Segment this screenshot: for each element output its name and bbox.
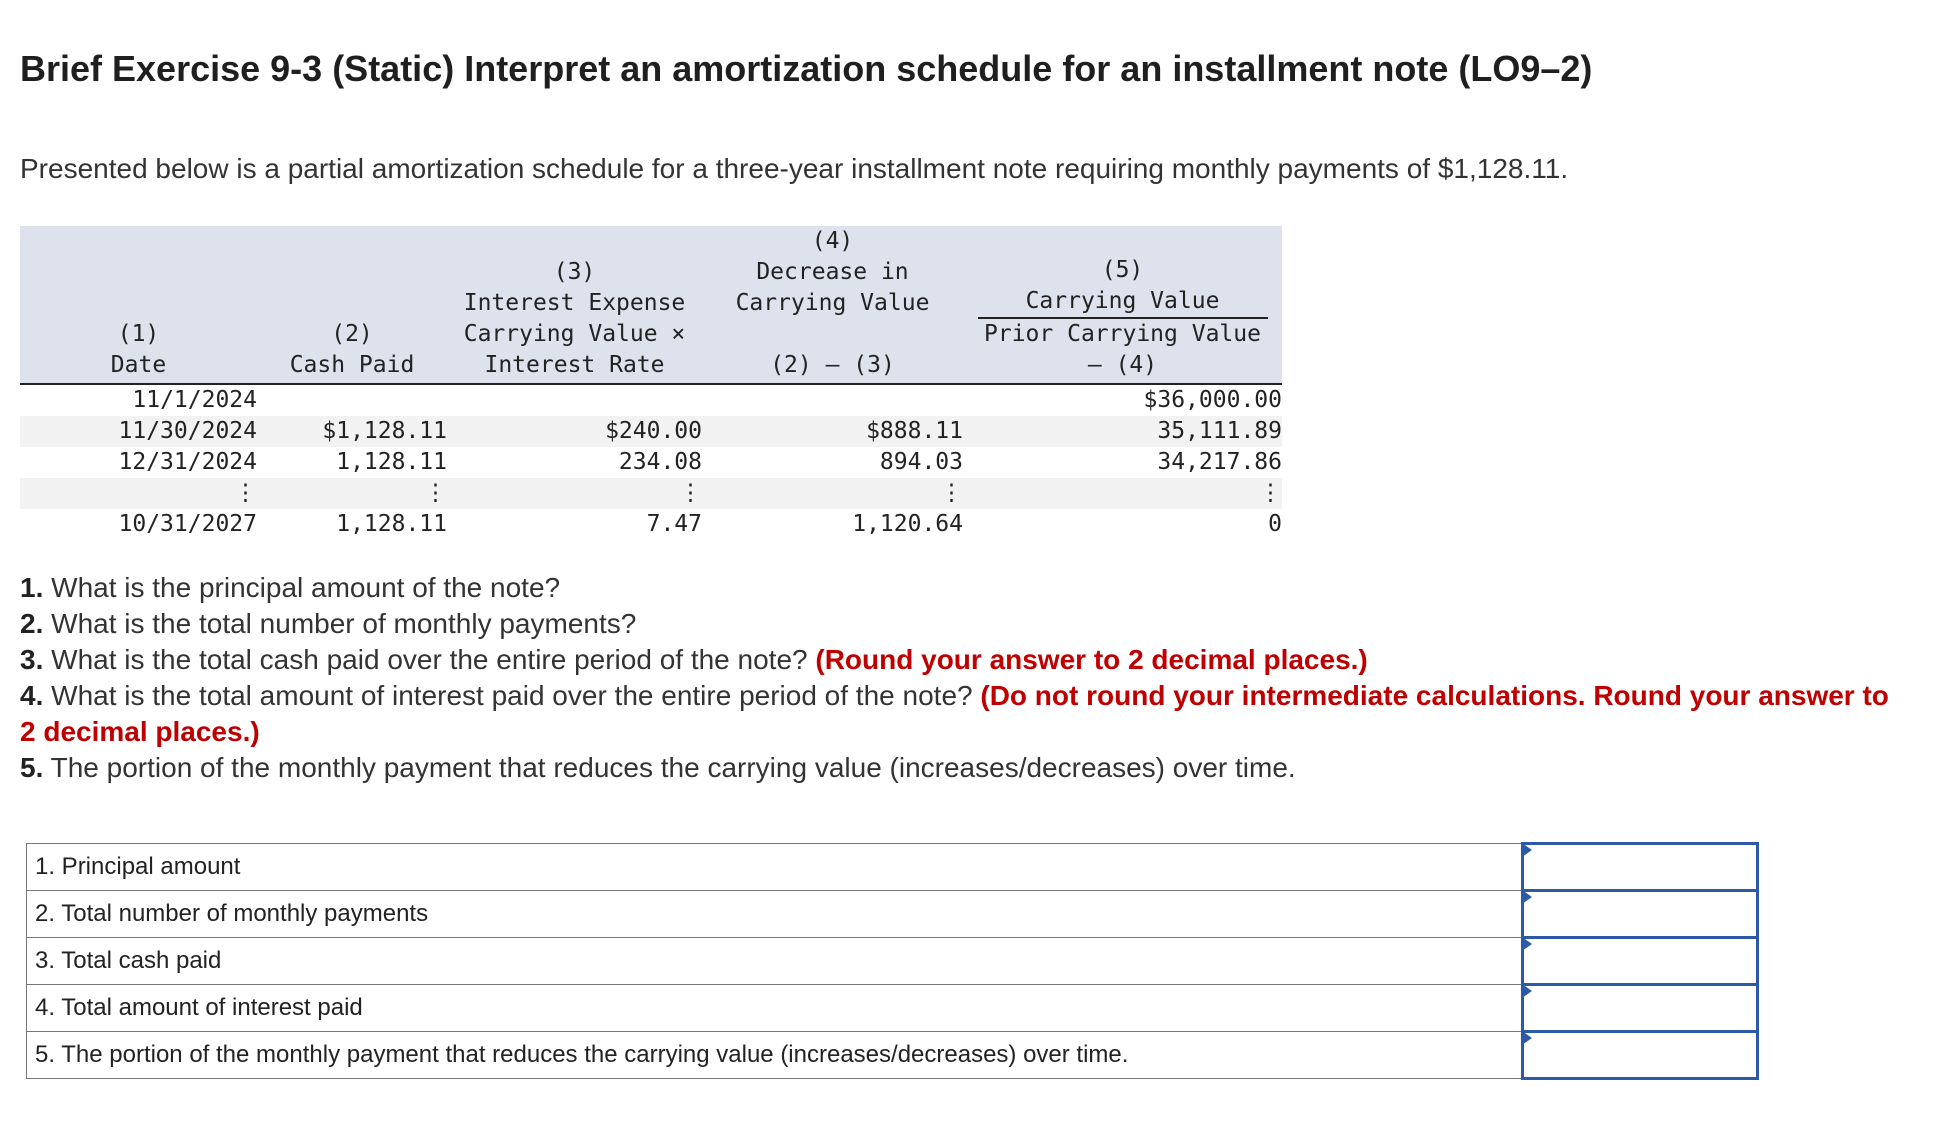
answer-row	[27, 844, 1758, 891]
vertical-ellipsis-icon: ⋮	[1259, 480, 1282, 506]
header-line: (4)	[811, 228, 854, 254]
header-line: Cash Paid	[289, 352, 415, 378]
question-text: What is the total cash paid over the entire period of the note?	[43, 644, 816, 675]
question-3	[20, 642, 1910, 678]
cell-date: 11/1/2024	[132, 387, 257, 413]
header-spacer	[257, 226, 447, 319]
header-line: (5)	[1101, 257, 1144, 283]
vertical-ellipsis-icon: ⋮	[234, 480, 257, 506]
header-decrease-bottom	[702, 319, 963, 384]
question-instruction: (Round your answer to 2 decimal places.)	[815, 644, 1368, 675]
header-spacer	[20, 226, 257, 319]
cell-interest: $240.00	[605, 418, 702, 444]
header-carrying-bottom	[963, 319, 1282, 384]
table-row	[20, 447, 1282, 478]
questions-list	[20, 570, 1910, 786]
cell-decrease: 894.03	[879, 449, 963, 475]
vertical-ellipsis-icon: ⋮	[679, 480, 702, 506]
question-number: 4.	[20, 680, 44, 711]
header-line: (2) – (3)	[770, 352, 895, 378]
header-carrying-top	[963, 226, 1282, 319]
header-line: (3)	[553, 259, 596, 285]
cell-carrying-value: 35,111.89	[1157, 418, 1282, 444]
portion-trend-input[interactable]	[1524, 1036, 1756, 1074]
schedule-header-bottom	[20, 319, 1282, 384]
cell-interest: 234.08	[618, 449, 702, 475]
question-number: 5.	[20, 752, 44, 783]
answer-label: 3. Total cash paid	[27, 938, 1523, 985]
header-line: Carrying Value ×	[463, 321, 686, 347]
header-decrease-top	[702, 226, 963, 319]
header-line: Interest Expense	[463, 290, 686, 316]
cell-interest: 7.47	[646, 511, 702, 537]
cell-carrying-value: 34,217.86	[1157, 449, 1282, 475]
cell-decrease: $888.11	[866, 418, 963, 444]
table-row	[20, 384, 1282, 416]
input-flag-icon	[1522, 937, 1532, 951]
header-line: (1)	[117, 321, 160, 347]
answer-label: 4. Total amount of interest paid	[27, 985, 1523, 1032]
cell-date: 12/31/2024	[118, 449, 257, 475]
input-flag-icon	[1522, 890, 1532, 904]
monthly-payments-input[interactable]	[1524, 895, 1756, 933]
answer-table	[26, 842, 1759, 1080]
question-text: What is the principal amount of the note?	[43, 572, 561, 603]
cell-date: 10/31/2027	[118, 511, 257, 537]
header-cash-paid	[257, 319, 447, 384]
cell-cash-paid: 1,128.11	[336, 511, 447, 537]
question-text: The portion of the monthly payment that reduces the carrying value (increases/decreases) over time.	[43, 752, 1296, 783]
cell-cash-paid: $1,128.11	[322, 418, 447, 444]
answer-row	[27, 1032, 1758, 1079]
header-interest-top	[447, 226, 702, 319]
schedule-header-top	[20, 226, 1282, 319]
answer-label: 5. The portion of the monthly payment that reduces the carrying value (increases/decreases) over time.	[27, 1032, 1523, 1079]
total-cash-paid-input[interactable]	[1524, 942, 1756, 980]
header-line: Interest Rate	[484, 352, 665, 378]
cell-cash-paid: 1,128.11	[336, 449, 447, 475]
cell-date: 11/30/2024	[118, 418, 257, 444]
principal-amount-input[interactable]	[1524, 848, 1756, 886]
answer-row	[27, 891, 1758, 938]
header-line: Prior Carrying Value	[984, 321, 1261, 347]
question-instruction: (Do not round your intermediate calculations. Round your answer to 2 decimal places.)	[20, 680, 1889, 747]
page-title: Brief Exercise 9-3 (Static) Interpret an amortization schedule for an installment note (LO9–2)	[20, 48, 1593, 89]
table-row-ellipsis	[20, 478, 1282, 509]
header-line: Decrease in	[756, 259, 909, 285]
answer-row	[27, 985, 1758, 1032]
intro-text: Presented below is a partial amortization schedule for a three-year installment note requiring monthly payments of $1,128.11.	[20, 153, 1569, 184]
question-2	[20, 606, 1910, 642]
cell-decrease: 1,120.64	[852, 511, 963, 537]
answer-label: 2. Total number of monthly payments	[27, 891, 1523, 938]
question-number: 1.	[20, 572, 44, 603]
input-flag-icon	[1522, 984, 1532, 998]
table-row	[20, 509, 1282, 540]
input-flag-icon	[1522, 1031, 1532, 1045]
amortization-schedule	[20, 226, 1282, 540]
header-line: Carrying Value	[1025, 288, 1220, 314]
question-5	[20, 750, 1910, 786]
question-number: 2.	[20, 608, 44, 639]
header-line: Date	[110, 352, 167, 378]
question-text: What is the total amount of interest paid over the entire period of the note?	[43, 680, 981, 711]
answer-label: 1. Principal amount	[27, 844, 1523, 891]
question-1	[20, 570, 1910, 606]
header-line: – (4)	[1087, 352, 1158, 378]
header-interest-bottom	[447, 319, 702, 384]
vertical-ellipsis-icon: ⋮	[940, 480, 963, 506]
question-number: 3.	[20, 644, 44, 675]
header-line: Carrying Value	[735, 290, 930, 316]
table-row	[20, 416, 1282, 447]
answer-row	[27, 938, 1758, 985]
input-flag-icon	[1522, 843, 1532, 857]
header-line: (2)	[331, 321, 373, 347]
total-interest-input[interactable]	[1524, 989, 1756, 1027]
header-date	[20, 319, 257, 384]
question-4	[20, 678, 1910, 750]
question-text: What is the total number of monthly payments?	[43, 608, 637, 639]
cell-carrying-value: 0	[1268, 511, 1282, 537]
cell-carrying-value: $36,000.00	[1143, 387, 1282, 413]
vertical-ellipsis-icon: ⋮	[424, 480, 447, 506]
